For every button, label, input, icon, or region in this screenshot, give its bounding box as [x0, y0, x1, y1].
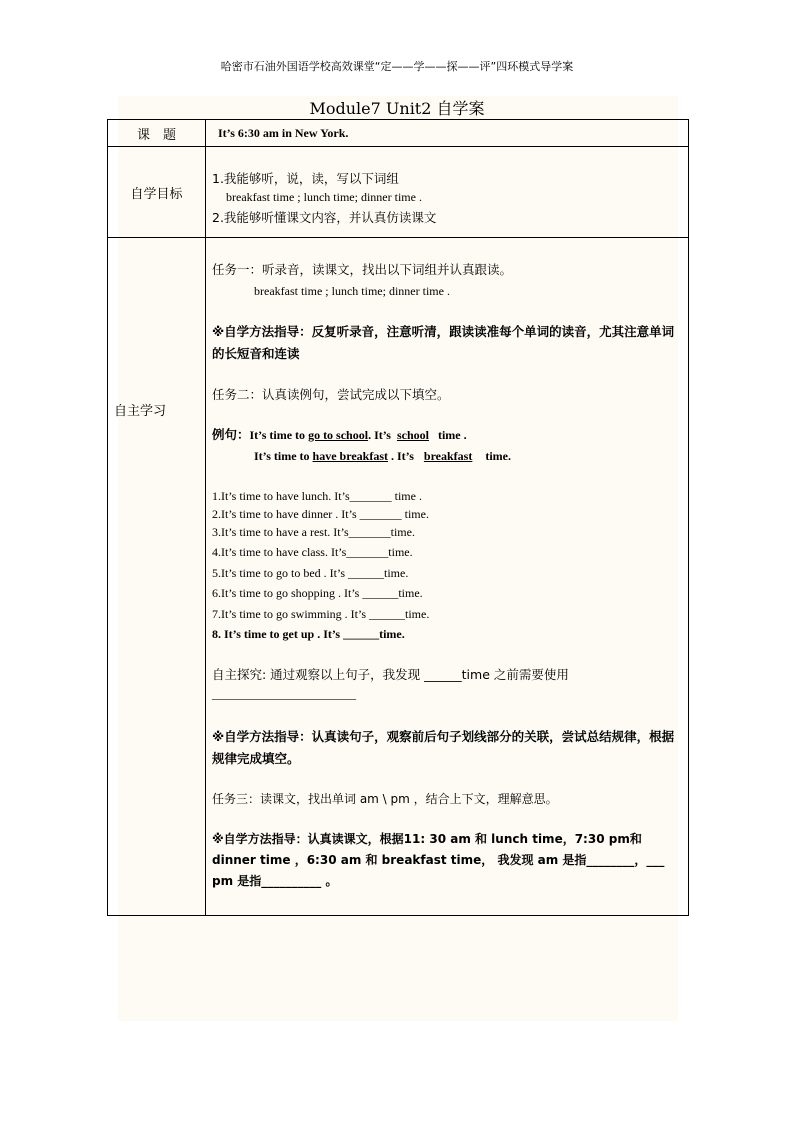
task1-text: 任务一：听录音，读课文，找出以下词组并认真跟读。: [212, 262, 513, 277]
row-goals: [108, 147, 689, 238]
study-label: 自主学习: [108, 238, 206, 916]
task3-text: 任务三：读课文，找出单词 am \ pm ，结合上下文，理解意思。: [212, 791, 558, 806]
example-2-answer: breakfast: [423, 449, 473, 463]
exercise-item: 2.It’s time to have dinner . It’s _______ time.: [212, 506, 429, 521]
row-topic: [108, 120, 689, 147]
example-1-answer: school: [396, 428, 429, 442]
row-study: [108, 238, 689, 916]
topic-label: 课 题: [108, 120, 206, 147]
example-block: [212, 425, 682, 464]
goals-label: 自学目标: [108, 147, 206, 238]
exercise-item: 4.It’s time to have class. It’s_______time.: [212, 545, 413, 559]
example-2-underlined: have breakfast: [312, 449, 388, 463]
example-1-a: It’s time to: [249, 428, 309, 442]
topic-value: It’s 6:30 am in New York.: [206, 120, 689, 147]
exercise-list: [212, 486, 682, 645]
task2-text: 任务二：认真读例句，尝试完成以下填空。: [212, 387, 450, 402]
example-2-c: time.: [482, 449, 511, 463]
exercise-item: 1.It’s time to have lunch. It’s_______ time .: [212, 489, 422, 503]
explore-blank: ________________________: [212, 686, 356, 701]
guide-3-line-1: ※自学方法指导：认真读课文，根据11: 30 am 和 lunch time，7:30 pm和: [212, 831, 642, 846]
task1-phrases: breakfast time ; lunch time; dinner time .: [254, 284, 450, 298]
page-header: 哈密市石油外国语学校高效课堂“定——学——探——评”四环模式导学案: [220, 60, 574, 73]
goal-line-1: 1.我能够听，说，读，写以下词组: [212, 171, 399, 186]
guide-3: [212, 829, 682, 892]
exercise-item: 3.It’s time to have a rest. It’s_______time.: [212, 524, 415, 539]
guide-1: ※自学方法指导：反复听录音，注意听清，跟读读准每个单词的读音，尤其注意单词的长短音和连读: [212, 324, 675, 361]
guide-3-line-2: dinner time ，6:30 am 和 breakfast time， 我发现 am 是指________，___: [212, 852, 665, 867]
example-prefix: 例句：: [212, 427, 250, 442]
goal-line-2: breakfast time ; lunch time; dinner time .: [226, 190, 422, 204]
example-1-underlined: go to school: [308, 428, 369, 442]
exercise-item: 7.It’s time to go swimming . It’s ______time.: [212, 606, 430, 621]
goal-line-3: 2.我能够听懂课文内容，并认真仿读课文: [212, 210, 437, 225]
explore-text: 自主探究: 通过观察以上句子，我发现 ______time 之前需要使用: [212, 666, 569, 682]
study-table: [107, 119, 689, 916]
exercise-item: 8. It’s time to get up . It’s ______time.: [212, 627, 405, 641]
exercise-item: 6.It’s time to go shopping . It’s ______time.: [212, 586, 423, 600]
guide-3-line-3: pm 是指__________ 。: [212, 873, 338, 888]
page-title: Module7 Unit2 自学案: [309, 99, 485, 118]
example-2-a: It’s time to: [254, 449, 313, 463]
example-2-b: . It’s: [388, 449, 414, 463]
exercise-item: 5.It’s time to go to bed . It’s ______time.: [212, 565, 409, 580]
guide-2: ※自学方法指导：认真读句子，观察前后句子划线部分的关联，尝试总结规律，根据规律完成填空。: [212, 728, 675, 766]
example-1-c: time .: [434, 428, 467, 442]
example-1-b: . It’s: [368, 428, 391, 442]
